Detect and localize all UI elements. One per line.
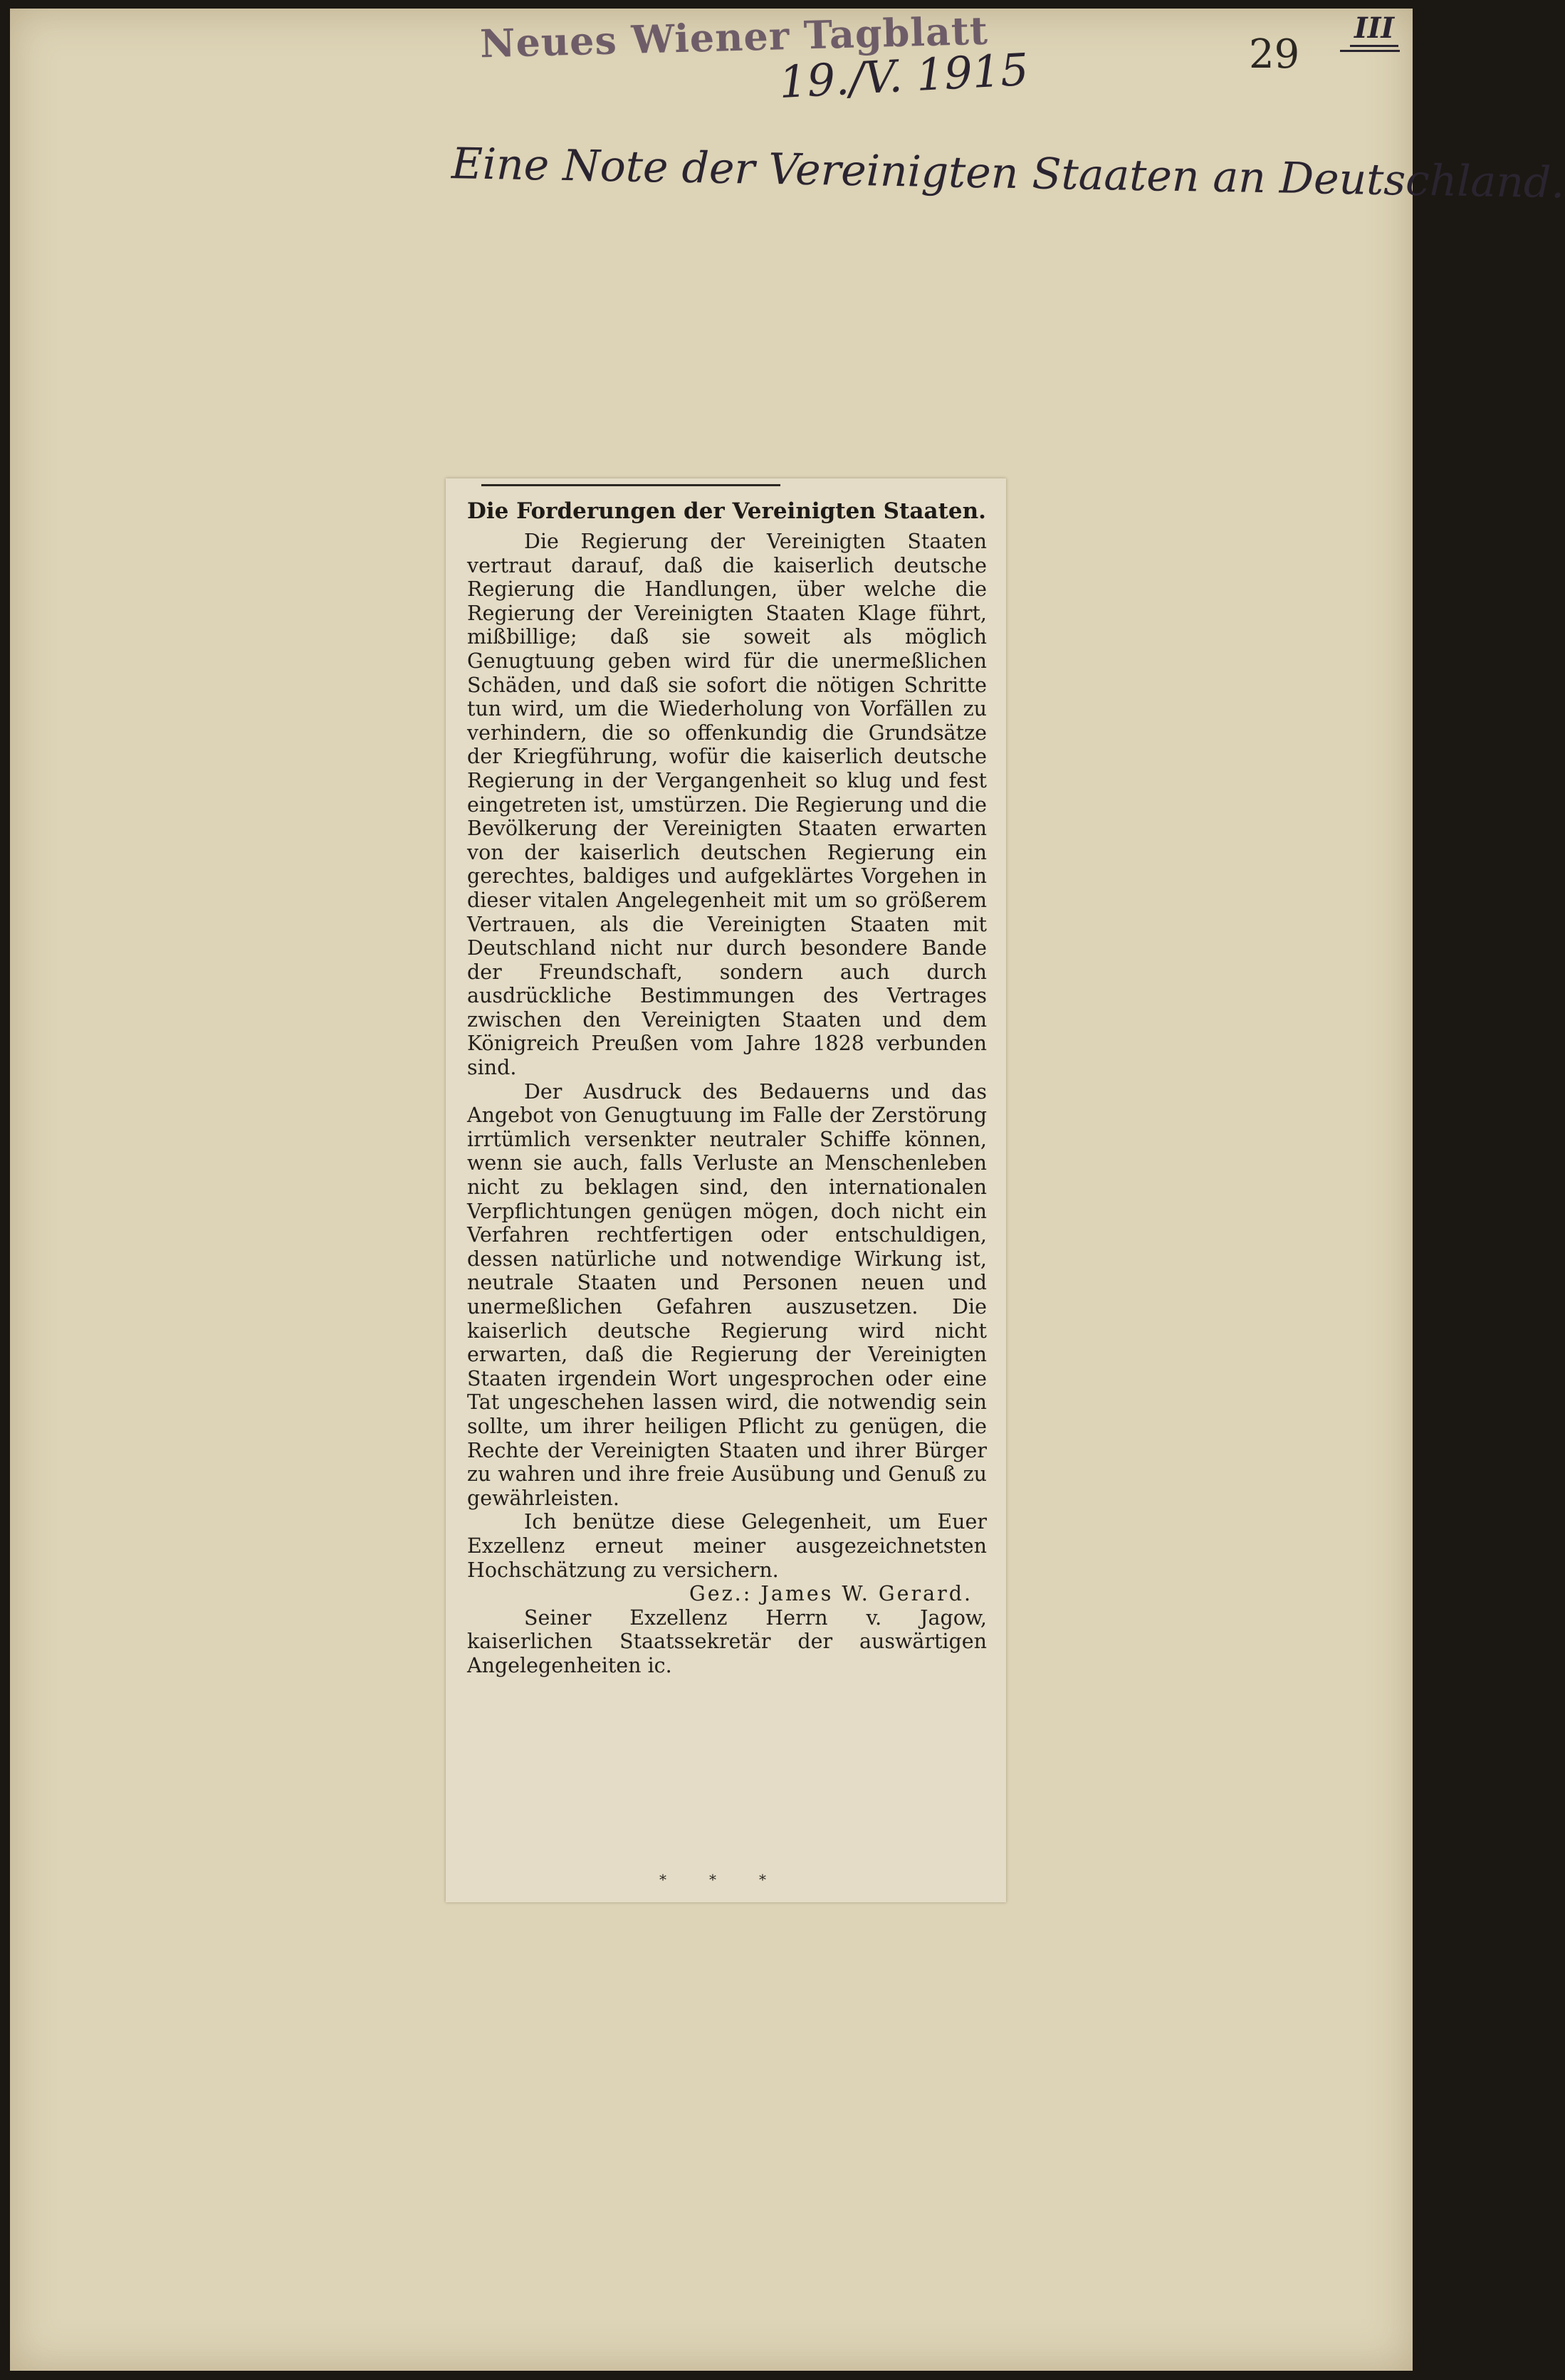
decorative-dots: ⁎⁎⁎ bbox=[659, 1867, 809, 1884]
handwritten-date: 19./V. 1915 bbox=[778, 43, 1030, 109]
roman-underline bbox=[1340, 50, 1400, 52]
clipping-heading: Die Forderungen der Vereinigten Staaten. bbox=[467, 498, 986, 524]
handwritten-title: Eine Note der Vereinigten Staaten an Deutschland. bbox=[451, 139, 1565, 209]
paragraph-3: Ich benütze diese Gelegenheit, um Euer Exzellenz erneut meiner ausgezeichnetsten Hochschätzung zu versichern. bbox=[467, 1510, 987, 1582]
archive-sheet bbox=[10, 7, 1565, 2371]
clipping-rule bbox=[481, 484, 780, 486]
newspaper-stamp: Neues Wiener Tagblatt bbox=[479, 7, 989, 67]
newspaper-clipping bbox=[446, 478, 1006, 1902]
address: Seiner Exzellenz Herrn v. Jagow, kaiserlichen Staatssekretär der auswärtigen Angelegenheiten ic. bbox=[467, 1605, 987, 1677]
folio-number: 29 bbox=[1249, 31, 1300, 78]
roman-numeral: III bbox=[1350, 11, 1398, 47]
paragraph-2: Der Ausdruck des Bedauerns und das Angebot von Genugtuung im Falle der Zerstörung irrtümlich versenkter neutraler Schiffe können, wenn sie auch, falls Verluste an Menschenleben nicht zu beklagen sind, den internationalen Verpflichtungen genügen mögen, doch nicht ein Verfahren rechtfertigen oder entschuldigen, dessen natürliche und notwendige Wirkung ist, neutrale Staaten und Personen neuen und unermeßlichen Gefahren auszusetzen. Die kaiserlich deutsche Regierung wird nicht erwarten, daß die Regierung der Vereinigten Staaten irgendein Wort ungesprochen oder eine Tat ungeschehen lassen wird, die notwendig sein sollte, um ihrer heiligen Pflicht zu genügen, die Rechte der Vereinigten Staaten und ihrer Bürger zu wahren und ihre freie Ausübung und Genuß zu gewährleisten. bbox=[467, 1079, 987, 1510]
clipping-body bbox=[467, 530, 987, 1678]
signature: Gez.: James W. Gerard. bbox=[689, 1582, 973, 1606]
paragraph-1: Die Regierung der Vereinigten Staaten vertraut darauf, daß die kaiserlich deutsche Regierung die Handlungen, über welche die Regierung der Vereinigten Staaten Klage führt, mißbillige; daß sie soweit als möglich Genugtuung geben wird für die unermeßlichen Schäden, und daß sie sofort die nötigen Schritte tun wird, um die Wiederholung von Vorfällen zu verhindern, die so offenkundig die Grundsätze der Kriegführung, wofür die kaiserlich deutsche Regierung in der Vergangenheit so klug und fest eingetreten ist, umstürzen. Die Regierung und die Bevölkerung der Vereinigten Staaten erwarten von der kaiserlich deutschen Regierung ein gerechtes, baldiges und aufgeklärtes Vorgehen in dieser vitalen Angelegenheit mit um so größerem Vertrauen, als die Vereinigten Staaten mit Deutschland nicht nur durch besondere Bande der Freundschaft, sondern auch durch ausdrückliche Bestimmungen des Vertrages zwischen den Vereinigten Staaten und dem Königreich Preußen vom Jahre 1828 verbunden sind. bbox=[467, 530, 987, 1080]
